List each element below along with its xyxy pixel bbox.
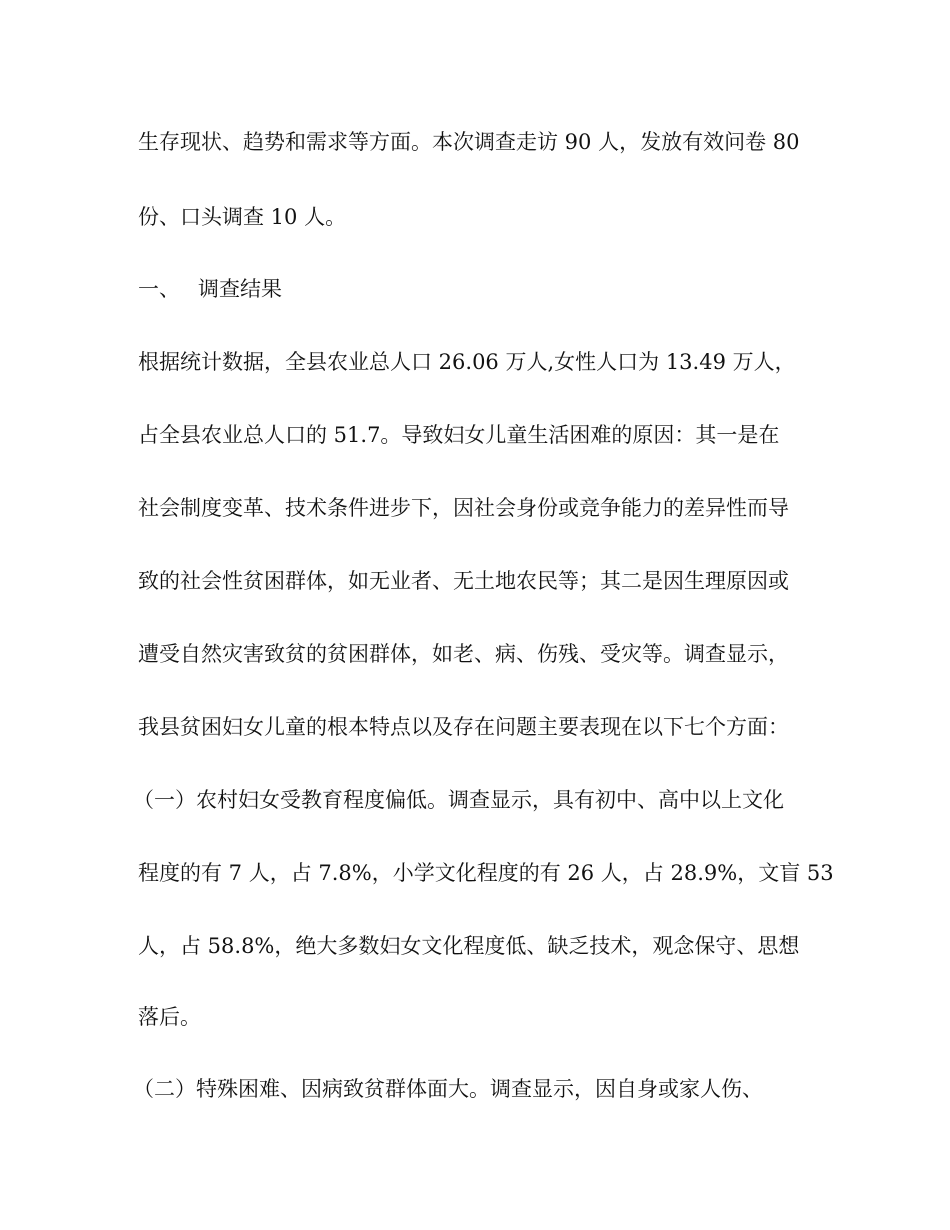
paragraph-line: 根据统计数据，全县农业总人口 26.06 万人,女性人口为 13.49 万人，	[138, 350, 796, 374]
paragraph-line: 社会制度变革、技术条件进步下，因社会身份或竞争能力的差异性而导	[138, 496, 789, 520]
paragraph-line: 人，占 58.8%，绝大多数妇女文化程度低、缺乏技术，观念保守、思想	[138, 934, 800, 958]
paragraph-line: 占全县农业总人口的 51.7。导致妇女儿童生活困难的原因：其一是在	[138, 423, 780, 447]
paragraph-line: （一）农村妇女受教育程度偏低。调查显示，具有初中、高中以上文化	[133, 788, 784, 812]
paragraph-line: （二）特殊困难、因病致贫群体面大。调查显示，因自身或家人伤、	[133, 1077, 763, 1101]
paragraph-line: 程度的有 7 人，占 7.8%，小学文化程度的有 26 人，占 28.9%，文盲 53	[138, 861, 834, 885]
paragraph-line: 遭受自然灾害致贫的贫困群体，如老、病、伤残、受灾等。调查显示，	[138, 642, 789, 666]
paragraph-line: 份、口头调查 10 人。	[138, 205, 347, 229]
section-number: 一、	[138, 277, 180, 301]
paragraph-line: 致的社会性贫困群体，如无业者、无土地农民等；其二是因生理原因或	[138, 569, 789, 593]
paragraph-line: 落后。	[138, 1005, 201, 1029]
paragraph-line: 我县贫困妇女儿童的根本特点以及存在问题主要表现在以下七个方面：	[138, 715, 789, 739]
paragraph-line: 生存现状、趋势和需求等方面。本次调查走访 90 人，发放有效问卷 80	[138, 130, 800, 154]
section-title: 调查结果	[198, 277, 282, 301]
section-heading	[138, 274, 830, 304]
